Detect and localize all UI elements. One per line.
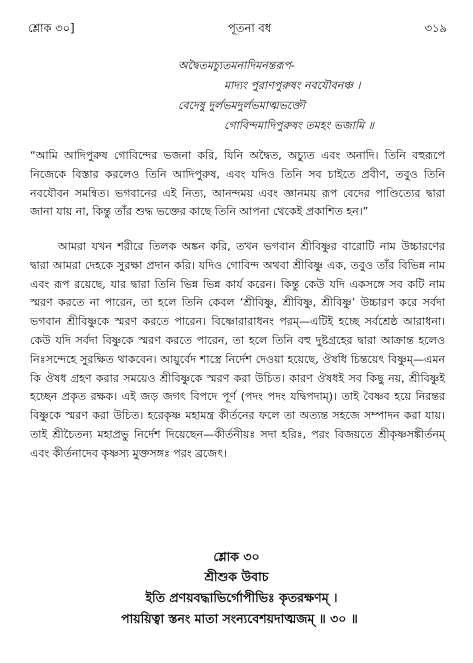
header-verse-ref: শ্লোক ৩০] [28, 20, 75, 35]
header-page-number: ৩১৯ [424, 20, 447, 35]
sanskrit-verse-quote [0, 56, 473, 136]
verse-line: অদ্বৈতমচ্যুতমনাদিমনন্তরূপ- [178, 59, 295, 72]
next-verse-block [0, 547, 473, 629]
verse-translation: “আমি আদিপুরুষ গোবিন্দের ভজনা করি, যিনি অদ্বৈত, অচ্যুত এবং অনাদি। তিনি বহুরূপে নিজেকে বিস্তার করলেও তিনি আদিপুরুষ, এবং যদিও তিনি সব চাইতে প্রবীণ, তবুও তিনি নবযৌবন সমন্বিত। ভগবানের এই নিত্য, আনন্দময় এবং জ্ঞানময় রূপ বেদের পাণ্ডিত্যের দ্বারা জানা যায় না, কিন্তু তাঁর শুদ্ধ ভক্তের কাছে তিনি আপনা থেকেই প্রকাশিত হন।” [30, 149, 445, 219]
verse-line: গোবিন্দমাদিপুরুষং তমহং ভজামি ॥ [224, 119, 374, 132]
verse-number-heading: শ্লোক ৩০ [213, 549, 260, 564]
header-chapter-title: পূতনা বধ [228, 20, 272, 35]
verse-line: ইতি প্রণয়বদ্ধাভির্গোপীভিঃ কৃতরক্ষণম্ । [145, 590, 338, 605]
verse-line: পায়য়িত্বা স্তনং মাতা সংন্যবেশয়দাত্মজম্ ॥ ৩০ ॥ [121, 611, 358, 626]
verse-line: বেদেষু দুর্লভমদুর্লভমাত্মভক্তৌ [178, 99, 306, 112]
verse-line: মাদ্যং পুরাণপুরুষং নবযৌবনঞ্চ । [224, 79, 361, 92]
verse-speaker: শ্রীশুক উবাচ [204, 569, 269, 584]
purport-paragraph: আমরা যখন শরীরে তিলক অঙ্কন করি, তখন ভগবান শ্রীবিষ্ণুর বারোটি নাম উচ্চারণের দ্বারা আমরা দেহকে সুরক্ষা প্রদান করি। যদিও গোবিন্দ অথবা শ্রীবিষ্ণু এক, তবুও তাঁর বিভিন্ন নাম এবং রূপ রয়েছে, যার দ্বারা তিনি ভিন্ন ভিন্ন কার্য করেন। কিন্তু কেউ যদি একসঙ্গে সব কটি নাম স্মরণ করতে না পারেন, তা হলে তিনি কেবল ‘শ্রীবিষ্ণু, শ্রীবিষ্ণু, শ্রীবিষ্ণু’ উচ্চারণ করে সর্বদা ভগবান শ্রীবিষ্ণুকে স্মরণ করতে পারেন। বিষ্ণোরারাধনং পরম্—এটিই হচ্ছে সর্বশ্রেষ্ঠ আরাধনা। কেউ যদি সর্বদা বিষ্ণুকে স্মরণ করতে পারেন, তা হলে তিনি বহু দুষ্টগ্রহের দ্বারা আক্রান্ত হলেও নিঃসন্দেহে সুরক্ষিত থাকবেন। আয়ুর্বেদ শাস্ত্রে নির্দেশ দেওয়া হয়েছে, ঔষধি চিন্তয়েৎ বিষ্ণুম্—এমন কি ঔষধ গ্রহণ করার সময়েও শ্রীবিষ্ণুকে স্মরণ করা উচিত। কারণ ঔষধই সব কিছু নয়, শ্রীবিষ্ণুই হচ্ছেন প্রকৃত রক্ষক। এই জড় জগৎ বিপদে পূর্ণ (পদং পদং যদ্বিপদাম্)। তাই বৈষ্ণব হয়ে নিরন্তর বিষ্ণুকে স্মরণ করা উচিত। হরেকৃষ্ণ মহামন্ত্র কীর্তনের ফলে তা অত্যন্ত সহজে সম্পাদন করা যায়। তাই শ্রীচৈতন্য মহাপ্রভু নির্দেশ দিয়েছেন—কীর্তনীয়ঃ সদা হরিঃ, পরং বিজয়তে শ্রীকৃষ্ণসঙ্কীর্তনম্ এবং কীর্তনাদেব কৃষ্ণস্য মুক্তসঙ্গঃ পরং ব্রজেৎ। [30, 240, 445, 460]
running-header [28, 20, 447, 38]
